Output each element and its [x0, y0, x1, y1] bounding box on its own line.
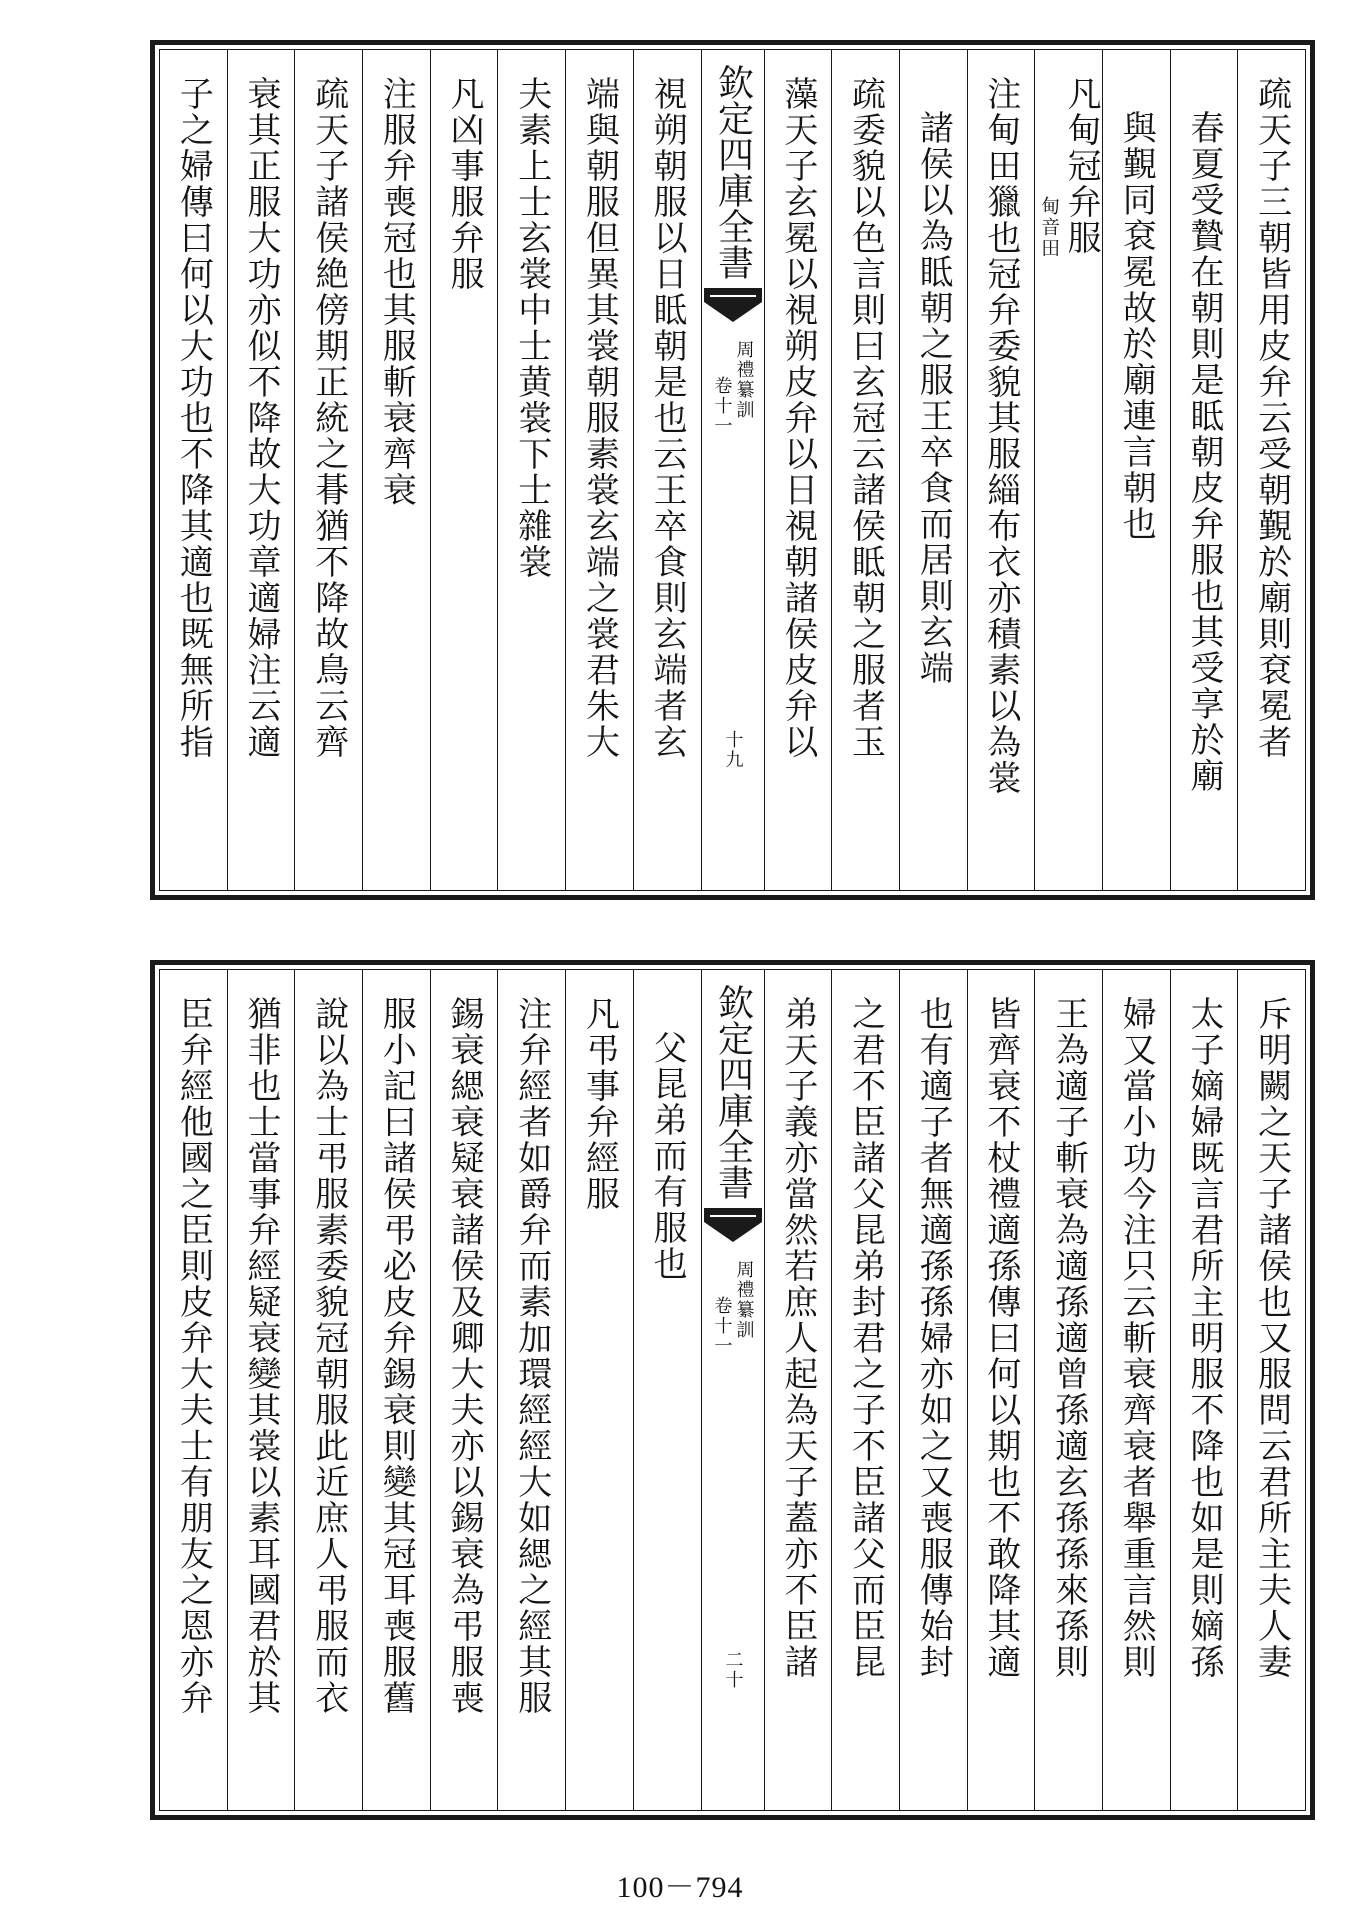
- text-column: 夫素上士玄裳中士黄裳下士雜裳: [497, 50, 565, 890]
- text-column: 說以為士弔服素委貌冠朝服此近庶人弔服而衣: [294, 970, 362, 1810]
- heading-column: [430, 50, 498, 890]
- text-column: 猶非也士當事弁經疑衰變其裳以素耳國君於其: [227, 970, 295, 1810]
- text-column: 諸侯以為眡朝之服王卒食而居則玄端: [899, 50, 967, 890]
- text-column: 與覲同袞冕故於廟連言朝也: [1102, 50, 1170, 890]
- text-column: 疏天子三朝皆用皮弁云受朝覲於廟則袞冕者: [1237, 50, 1305, 890]
- page-half-bottom: [150, 960, 1315, 1820]
- text-column: 服小記曰諸侯弔必皮弁錫衰則變其冠耳喪服舊: [362, 970, 430, 1810]
- text-column: 藻天子玄冕以視朔皮弁以日視朝諸侯皮弁以: [764, 50, 832, 890]
- text-block: [159, 969, 1306, 1811]
- text-column: 斥明闕之天子諸侯也又服問云君所主夫人妻: [1237, 970, 1305, 1810]
- text-column: 臣弁經他國之臣則皮弁大夫士有朋友之恩亦弁: [173, 996, 214, 1716]
- text-column: 疏委貌以色言則曰玄冠云諸侯眡朝之服者玉: [831, 50, 899, 890]
- pronunciation-note: 甸音田: [1038, 196, 1061, 259]
- collection-title: 欽定四庫全書: [712, 984, 754, 1200]
- fishtail-mark: [704, 1208, 762, 1248]
- book-title: 周禮纂訓: [733, 340, 755, 420]
- text-block: [159, 49, 1306, 891]
- entry-heading: 凡凶事服弁服: [444, 76, 485, 292]
- leaf-number: 二十: [722, 1650, 744, 1690]
- text-column: 皆齊衰不杖禮適孫傳曰何以期也不敢降其適: [967, 970, 1035, 1810]
- text-column: 子之婦傳曰何以大功也不降其適也既無所指: [173, 76, 214, 760]
- center-fold: [701, 50, 764, 890]
- text-column: 注甸田獵也冠弁委貌其服緇布衣亦積素以為裳: [967, 50, 1035, 890]
- text-column: 弟天子義亦當然若庶人起為天子蓋亦不臣諸: [764, 970, 832, 1810]
- text-column: 太子嫡婦既言君所主明服不降也如是則嫡孫: [1170, 970, 1238, 1810]
- text-column: 端與朝服但異其裳朝服素裳玄端之裳君朱大: [565, 50, 633, 890]
- book-title: 周禮纂訓: [733, 1260, 755, 1340]
- volume-label: 卷十一: [711, 1296, 733, 1356]
- text-column: 衰其正服大功亦似不降故大功章適婦注云適: [227, 50, 295, 890]
- page-number: 100－794: [616, 1871, 744, 1904]
- text-column: 也有適子者無適孫孫婦亦如之又喪服傳始封: [899, 970, 967, 1810]
- text-column: 注弁經者如爵弁而素加環經經大如緦之經其服: [497, 970, 565, 1810]
- text-column: 視朔朝服以日眡朝是也云王卒食則玄端者玄: [633, 50, 701, 890]
- text-column: 王為適子斬衰為適孫適曾孫適玄孫孫來孫則: [1034, 970, 1102, 1810]
- entry-heading: 凡甸冠弁服: [1061, 76, 1102, 256]
- heading-column: [565, 970, 633, 1810]
- leaf-number: 十九: [722, 730, 744, 770]
- text-column: 婦又當小功今注只云斬衰齊衰者舉重言然則: [1102, 970, 1170, 1810]
- page-half-top: [150, 40, 1315, 900]
- text-column: 錫衰緦衰疑衰諸侯及卿大夫亦以錫衰為弔服喪: [430, 970, 498, 1810]
- text-column: 疏天子諸侯絶傍期正統之朞猶不降故鳥云齊: [294, 50, 362, 890]
- volume-label: 卷十一: [711, 376, 733, 436]
- text-column: 之君不臣諸父昆弟封君之子不臣諸父而臣昆: [831, 970, 899, 1810]
- text-column: 父昆弟而有服也: [633, 970, 701, 1810]
- text-column: 春夏受贄在朝則是眡朝皮弁服也其受享於廟: [1170, 50, 1238, 890]
- fishtail-mark: [704, 288, 762, 328]
- entry-heading: 凡弔事弁經服: [579, 996, 620, 1212]
- center-fold: [701, 970, 764, 1810]
- text-column: 注服弁喪冠也其服斬衰齊衰: [362, 50, 430, 890]
- collection-title: 欽定四庫全書: [712, 64, 754, 280]
